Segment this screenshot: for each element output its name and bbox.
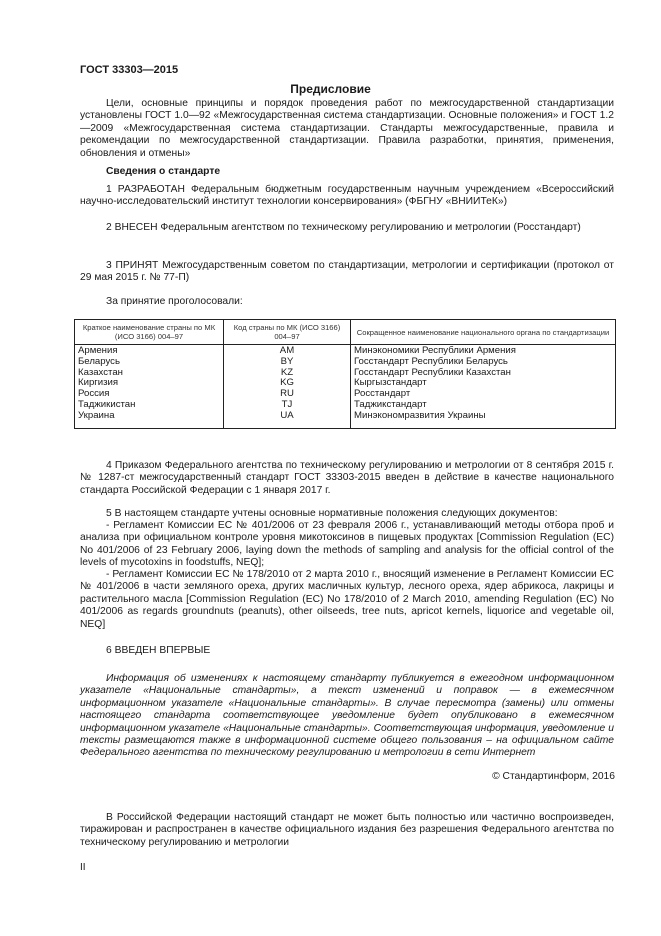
info-notice: Информация об изменениях к настоящему стандарту публикуется в ежегодном информационном указателе «Национальные стандарты», а текст изменений и поправок — в ежемесячном информационном указателе «Национальные стандарты». В случае пересмотра (замены) или отмены настоящего стандарта соответствующее уведомление будет опубликовано в ежемесячном информационном указателе «Национальные стандарты». Соответствующая информация, уведомление и тексты размещаются также в информационной системе общего пользования – на официальном сайте Федерального агентства по техническому регулированию и метрологии в сети Интернет <box>80 673 614 759</box>
country-cell: Беларусь <box>75 357 224 368</box>
body-cell: Госстандарт Республики Казахстан <box>351 368 616 379</box>
col-country-header: Краткое наименование страны по МК (ИСО 3166) 004–97 <box>75 320 224 345</box>
code-cell: RU <box>224 389 351 400</box>
code-cell: AM <box>224 345 351 357</box>
country-cell: Казахстан <box>75 368 224 379</box>
item-2-submitted: 2 ВНЕСЕН Федеральным агентством по техническому регулированию и метрологии (Росстандарт) <box>106 222 581 233</box>
item-1-developed: 1 РАЗРАБОТАН Федеральным бюджетным государственным научным учреждением «Всероссийский научно-исследовательский институт технологии консервирования» (ФБГНУ «ВНИИТеК») <box>80 184 614 208</box>
country-cell: Армения <box>75 345 224 357</box>
country-cell: Киргизия <box>75 378 224 389</box>
country-cell: Россия <box>75 389 224 400</box>
body-cell: Кыргызстандарт <box>351 378 616 389</box>
intro-paragraph: Цели, основные принципы и порядок проведения работ по межгосударственной стандартизации установлены ГОСТ 1.0—92 «Межгосударственная система стандартизации. Основные положения» и ГОСТ 1.2—2009 «Межгосударственная система стандартизации. Стандарты межгосударственные, правила и рекомендации по межгосударственной стандартизации. Правила разработки, принятия, применения, обновления и отмены» <box>80 98 614 159</box>
col-code-header: Код страны по МК (ИСО 3166) 004–97 <box>224 320 351 345</box>
table-row <box>75 411 616 428</box>
body-cell: Таджикстандарт <box>351 400 616 411</box>
table-row <box>75 378 616 389</box>
item-5-regulation-401: - Регламент Комиссии ЕС № 401/2006 от 23 февраля 2006 г., устанавливающий методы отбора проб и анализа при официальном контроле уровня микотоксинов в пищевых продуктах [Commission Regulation (EC) No 401/2006 of 23 February 2006, laying down the methods of sampling and analysis for the official control of the levels of mycotoxins in foodstuffs, NEQ]; <box>80 520 614 569</box>
code-cell: TJ <box>224 400 351 411</box>
voted-label: За принятие проголосовали: <box>106 296 243 307</box>
body-cell: Минэкономики Республики Армения <box>351 345 616 357</box>
item-3-adopted: 3 ПРИНЯТ Межгосударственным советом по стандартизации, метрологии и сертификации (протокол от 29 мая 2015 г. № 77-П) <box>80 260 614 284</box>
body-cell: Госстандарт Республики Беларусь <box>351 357 616 368</box>
table-row <box>75 389 616 400</box>
code-cell: KG <box>224 378 351 389</box>
item-4-order: 4 Приказом Федерального агентства по техническому регулированию и метрологии от 8 сентября 2015 г. № 1287-ст межгосударственный стандарт ГОСТ 33303-2015 введен в действие в качестве национального стандарта Российской Федерации с 1 января 2017 г. <box>80 460 614 496</box>
col-body-header: Сокращенное наименование национального органа по стандартизации <box>351 320 616 345</box>
table-row <box>75 357 616 368</box>
page-title: Предисловие <box>290 82 371 96</box>
body-cell: Росстандарт <box>351 389 616 400</box>
item-5-intro: 5 В настоящем стандарте учтены основные нормативные положения следующих документов: <box>106 508 558 519</box>
table-row <box>75 400 616 411</box>
table-header-row <box>75 320 616 345</box>
document-code: ГОСТ 33303—2015 <box>80 64 179 76</box>
page-number: II <box>80 862 86 873</box>
copyright: © Стандартинформ, 2016 <box>492 771 615 782</box>
restriction-notice: В Российской Федерации настоящий стандарт не может быть полностью или частично воспроизведен, тиражирован и распространен в качестве официального издания без разрешения Федерального агентства по техническому регулированию и метрологии <box>80 812 614 848</box>
table-row <box>75 368 616 379</box>
table-row <box>75 345 616 357</box>
item-5-regulation-178: - Регламент Комиссии ЕС № 178/2010 от 2 марта 2010 г., вносящий изменение в Регламент Комиссии ЕС № 401/2006 в части земляного ореха, других масличных культур, лесного ореха, ядер абрикоса, лакрицы и растительного масла [Commission Regulation (EC) No 178/2010 of 2 March 2010, amending Regulation (EC) No 401/2006 as regards groundnuts (peanuts), other oilseeds, tree nuts, apricot kernels, liquorice and vegetable oil, NEQ] <box>80 569 614 630</box>
body-cell: Минэкономразвития Украины <box>351 411 616 428</box>
code-cell: UA <box>224 411 351 428</box>
code-cell: BY <box>224 357 351 368</box>
code-cell: KZ <box>224 368 351 379</box>
section-title: Сведения о стандарте <box>106 166 221 177</box>
country-cell: Таджикистан <box>75 400 224 411</box>
country-cell: Украина <box>75 411 224 428</box>
item-6-introduced: 6 ВВЕДЕН ВПЕРВЫЕ <box>106 645 211 656</box>
voting-table <box>74 319 616 429</box>
